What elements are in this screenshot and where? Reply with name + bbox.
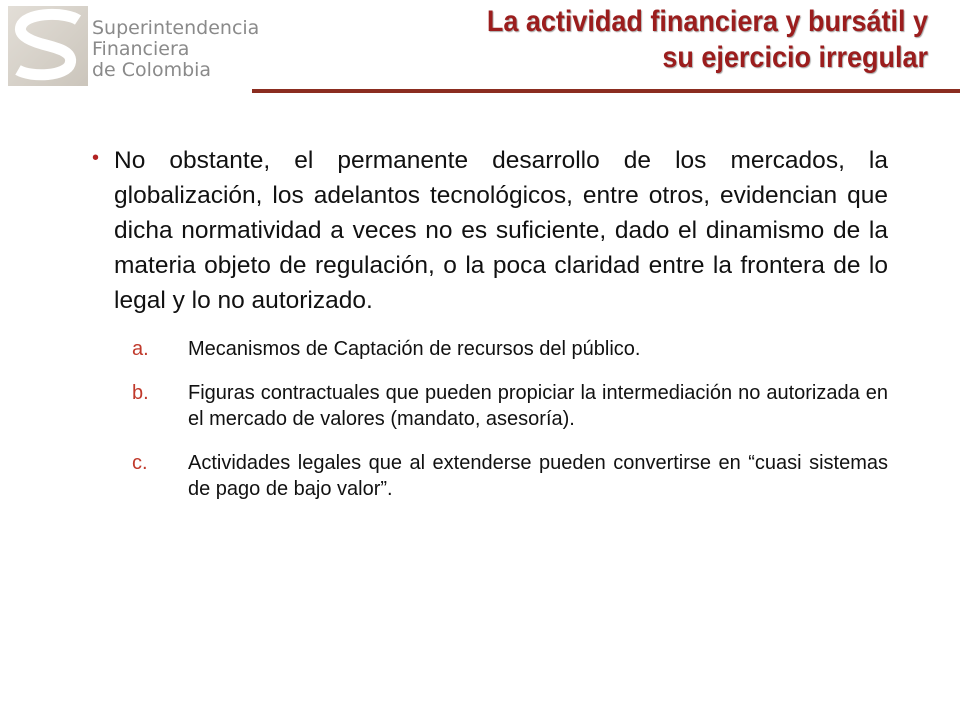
list-item-text: Figuras contractuales que pueden propiciar la intermediación no autorizada en el mercado de valores (mandato, asesoría). bbox=[188, 382, 888, 430]
sub-list bbox=[88, 336, 888, 502]
list-item bbox=[132, 380, 888, 432]
main-bullet-text: No obstante, el permanente desarrollo de los mercados, la globalización, los adelantos tecnológicos, entre otros, evidencian que dicha normatividad a veces no es suficiente, dado el dinamismo de la materia objeto de regulación, o la poca claridad entre la frontera de lo legal y lo no autorizado. bbox=[114, 147, 888, 314]
list-item-text: Mecanismos de Captación de recursos del público. bbox=[188, 338, 641, 360]
logo-line-2: Financiera bbox=[92, 38, 190, 60]
logo-line-1: Superintendencia bbox=[92, 17, 260, 39]
slide-body bbox=[88, 143, 888, 520]
logo-emblem-icon bbox=[8, 6, 88, 86]
list-item-marker: c. bbox=[132, 452, 148, 474]
logo bbox=[8, 6, 258, 88]
list-item-marker: b. bbox=[132, 382, 149, 404]
list-item bbox=[132, 336, 888, 362]
list-item-marker: a. bbox=[132, 338, 149, 360]
title-divider bbox=[252, 89, 960, 93]
logo-line-3: de Colombia bbox=[92, 59, 212, 81]
bullet-icon: • bbox=[92, 147, 100, 169]
list-item bbox=[132, 450, 888, 502]
slide-title-line-1: La actividad financiera y bursátil y bbox=[486, 5, 928, 38]
slide-title bbox=[370, 4, 928, 76]
slide-title-line-2: su ejercicio irregular bbox=[662, 41, 928, 74]
list-item-text: Actividades legales que al extenderse pueden convertirse en “cuasi sistemas de pago de bajo valor”. bbox=[188, 452, 888, 500]
main-bullet bbox=[88, 143, 888, 318]
